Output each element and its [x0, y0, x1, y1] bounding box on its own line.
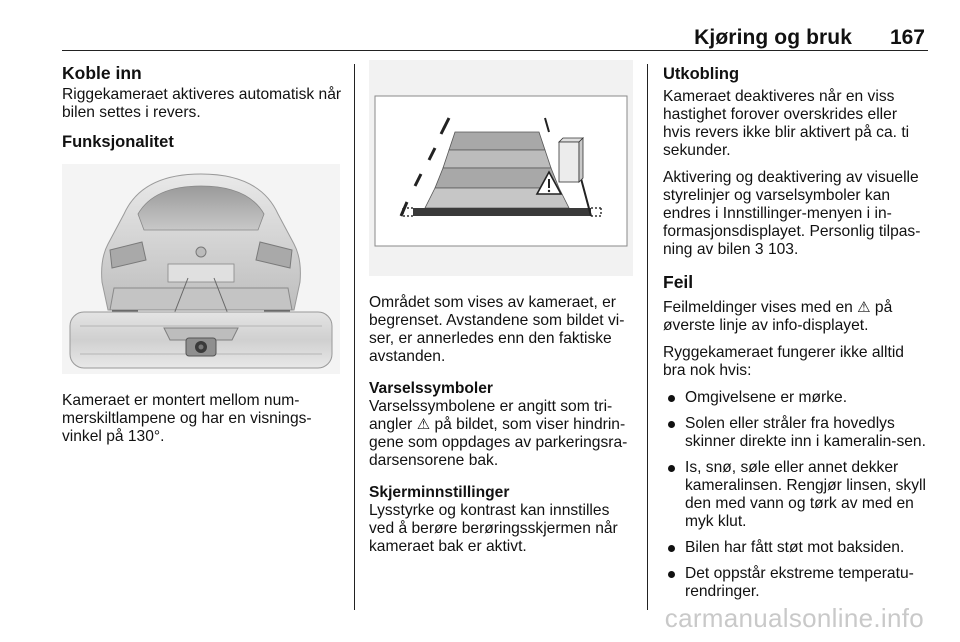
page-ref-number: 103.	[767, 241, 799, 258]
header-rule	[62, 50, 928, 51]
list-item: Det oppstår ekstreme temperatu-rendringer.	[663, 565, 929, 601]
running-title: Kjøring og bruk	[694, 26, 852, 49]
watermark: carmanualsonline.info	[664, 603, 924, 633]
guidelines-paragraph	[663, 169, 929, 259]
subheading-funksjonalitet: Funksjonalitet	[62, 133, 174, 151]
camera-display-illustration	[369, 60, 633, 276]
warning-symbols-paragraph	[369, 398, 637, 470]
fault-text-a: Feilmeldinger vises med en	[663, 299, 858, 316]
column-divider-1	[354, 64, 355, 610]
list-item: Solen eller stråler fra hovedlys skinner direkte inn i kameralin-sen.	[663, 415, 929, 451]
subheading-varselssymboler: Varselssymboler	[369, 380, 493, 397]
column-1	[62, 62, 344, 455]
camera-area-paragraph: Området som vises av kameraet, er begrenset. Avstandene som bildet vi-ser, er annerledes enn den faktiske avstanden.	[369, 294, 625, 365]
intro-paragraph: Riggekameraet aktiveres automatisk når bilen settes i revers.	[62, 86, 342, 121]
column-2	[369, 62, 637, 565]
subheading-utkobling: Utkobling	[663, 65, 740, 83]
guidelines-text: Aktivering og deaktivering av visuelle styrelinjer og varselsymboler kan endres i Innstillinger-menyen i in-formasjonsdisplayet. Personlig tilpas-ning av bilen	[663, 169, 921, 258]
warning-triangle-icon-2: ⚠	[857, 299, 871, 316]
page-number: 167	[889, 26, 925, 49]
rear-camera-car-illustration	[62, 164, 340, 374]
section-heading-koble-inn: Koble inn	[62, 63, 142, 83]
fault-text-b: på øverste linje av info-displayet.	[663, 299, 893, 334]
warning-triangle-icon: ⚠	[416, 416, 431, 433]
page-ref-arrow-icon: 3	[754, 241, 764, 258]
column-divider-2	[647, 64, 648, 610]
deactivation-paragraph: Kameraet deaktiveres når en viss hastighet forover overskrides eller hvis revers ikke blir aktivert på ca. ti sekunder.	[663, 88, 910, 159]
subheading-skjerminnstillinger: Skjerminnstillinger	[369, 484, 510, 501]
list-item: Bilen har fått støt mot baksiden.	[663, 539, 929, 557]
fault-conditions-list	[663, 389, 929, 601]
section-heading-feil: Feil	[663, 272, 694, 292]
camera-caption: Kameraet er montert mellom num-merskiltlampene og har en visnings-vinkel på 130°.	[62, 392, 312, 445]
screen-settings-paragraph: Lysstyrke og kontrast kan innstilles ved å berøre berøringsskjermen når kameraet bak er aktivt.	[369, 502, 618, 555]
list-item: Omgivelsene er mørke.	[663, 389, 929, 407]
warning-text-b: på bildet, som viser hindrin-gene som oppdages av parkeringsra-darsensorene bak.	[369, 416, 628, 469]
list-item: Is, snø, søle eller annet dekker kameralinsen. Rengjør linsen, skyll den med vann og tørk av med en myk klut.	[663, 459, 929, 531]
fault-message-paragraph	[663, 299, 929, 335]
warning-text-a: Varselssymbolene er angitt som tri-angler	[369, 398, 613, 433]
column-3	[663, 62, 929, 609]
fault-conditions-intro: Ryggekameraet fungerer ikke alltid bra nok hvis:	[663, 344, 904, 379]
